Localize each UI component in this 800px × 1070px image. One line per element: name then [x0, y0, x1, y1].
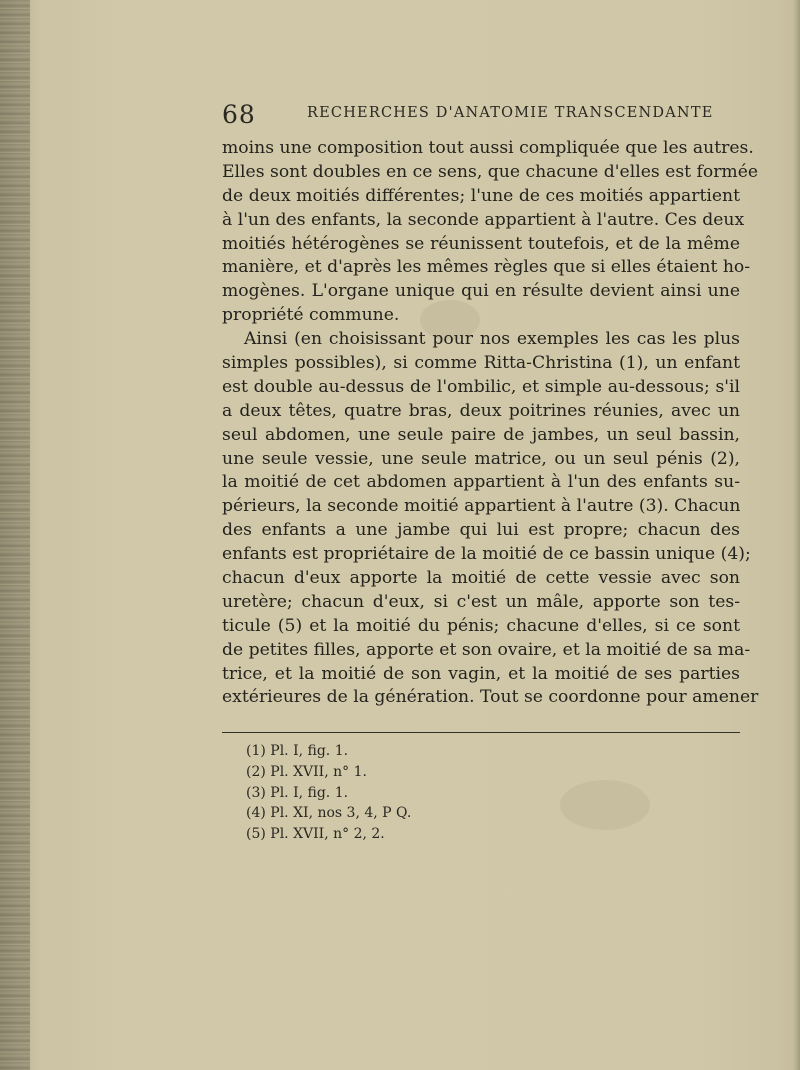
footnotes: [246, 741, 646, 845]
main-text: [222, 137, 759, 710]
text-line: est double au-dessus de l'ombilic, et simple au-dessous; s'il: [222, 376, 740, 397]
text-line: de petites filles, apporte et son ovaire, et la moitié de sa ma-: [222, 639, 751, 660]
text-line: extérieures de la génération. Tout se coordonne pour amener: [222, 687, 759, 708]
footnote: (4) Pl. XI, nos 3, 4, P Q.: [246, 805, 412, 822]
text-line: la moitié de cet abdomen appartient à l'un des enfants su-: [222, 472, 740, 493]
text-line: de deux moitiés différentes; l'une de ces moitiés appartient: [222, 185, 740, 206]
text-line: simples possibles), si comme Ritta-Christina (1), un enfant: [222, 353, 740, 374]
text-line: trice, et la moitié de son vagin, et la moitié de ses parties: [222, 663, 740, 684]
footnote: (1) Pl. I, fig. 1.: [246, 743, 349, 759]
page-edge: [794, 0, 800, 1070]
text-line: une seule vessie, une seule matrice, ou un seul pénis (2),: [222, 448, 740, 469]
text-line: enfants est propriétaire de la moitié de ce bassin unique (4);: [222, 544, 751, 565]
text-line: Ainsi (en choisissant pour nos exemples les cas les plus: [244, 329, 740, 350]
text-line: Elles sont doubles en ce sens, que chacune d'elles est formée: [222, 161, 759, 182]
text-line: seul abdomen, une seule paire de jambes, un seul bassin,: [222, 424, 740, 445]
text-line: propriété commune.: [222, 305, 400, 326]
text-line: périeurs, la seconde moitié appartient à l'autre (3). Chacun: [222, 496, 741, 517]
text-line: uretère; chacun d'eux, si c'est un mâle, apporte son tes-: [222, 591, 740, 612]
text-line: mogènes. L'organe unique qui en résulte devient ainsi une: [222, 281, 740, 302]
running-head: [222, 100, 742, 130]
footnote: (3) Pl. I, fig. 1.: [246, 784, 349, 801]
text-line: manière, et d'après les mêmes règles que si elles étaient ho-: [222, 257, 751, 278]
book-spine-shadow: [0, 0, 30, 1070]
text-line: à l'un des enfants, la seconde appartient à l'autre. Ces deux: [222, 209, 745, 230]
page-number: 68: [222, 100, 256, 129]
text-line: a deux têtes, quatre bras, deux poitrines réunies, avec un: [222, 400, 740, 421]
text-line: moitiés hétérogènes se réunissent toutefois, et de la même: [222, 233, 740, 254]
footnote: (2) Pl. XVII, n° 1.: [246, 763, 367, 780]
footnote: (5) Pl. XVII, n° 2, 2.: [246, 826, 385, 843]
running-head-title: RECHERCHES D'ANATOMIE TRANSCENDANTE: [307, 105, 714, 121]
text-line: des enfants a une jambe qui lui est propre; chacun des: [222, 520, 740, 541]
footnote-divider: [222, 732, 740, 733]
text-line: chacun d'eux apporte la moitié de cette vessie avec son: [222, 568, 740, 589]
text-line: moins une composition tout aussi compliquée que les autres.: [222, 138, 754, 158]
text-line: ticule (5) et la moitié du pénis; chacune d'elles, si ce sont: [222, 615, 740, 636]
